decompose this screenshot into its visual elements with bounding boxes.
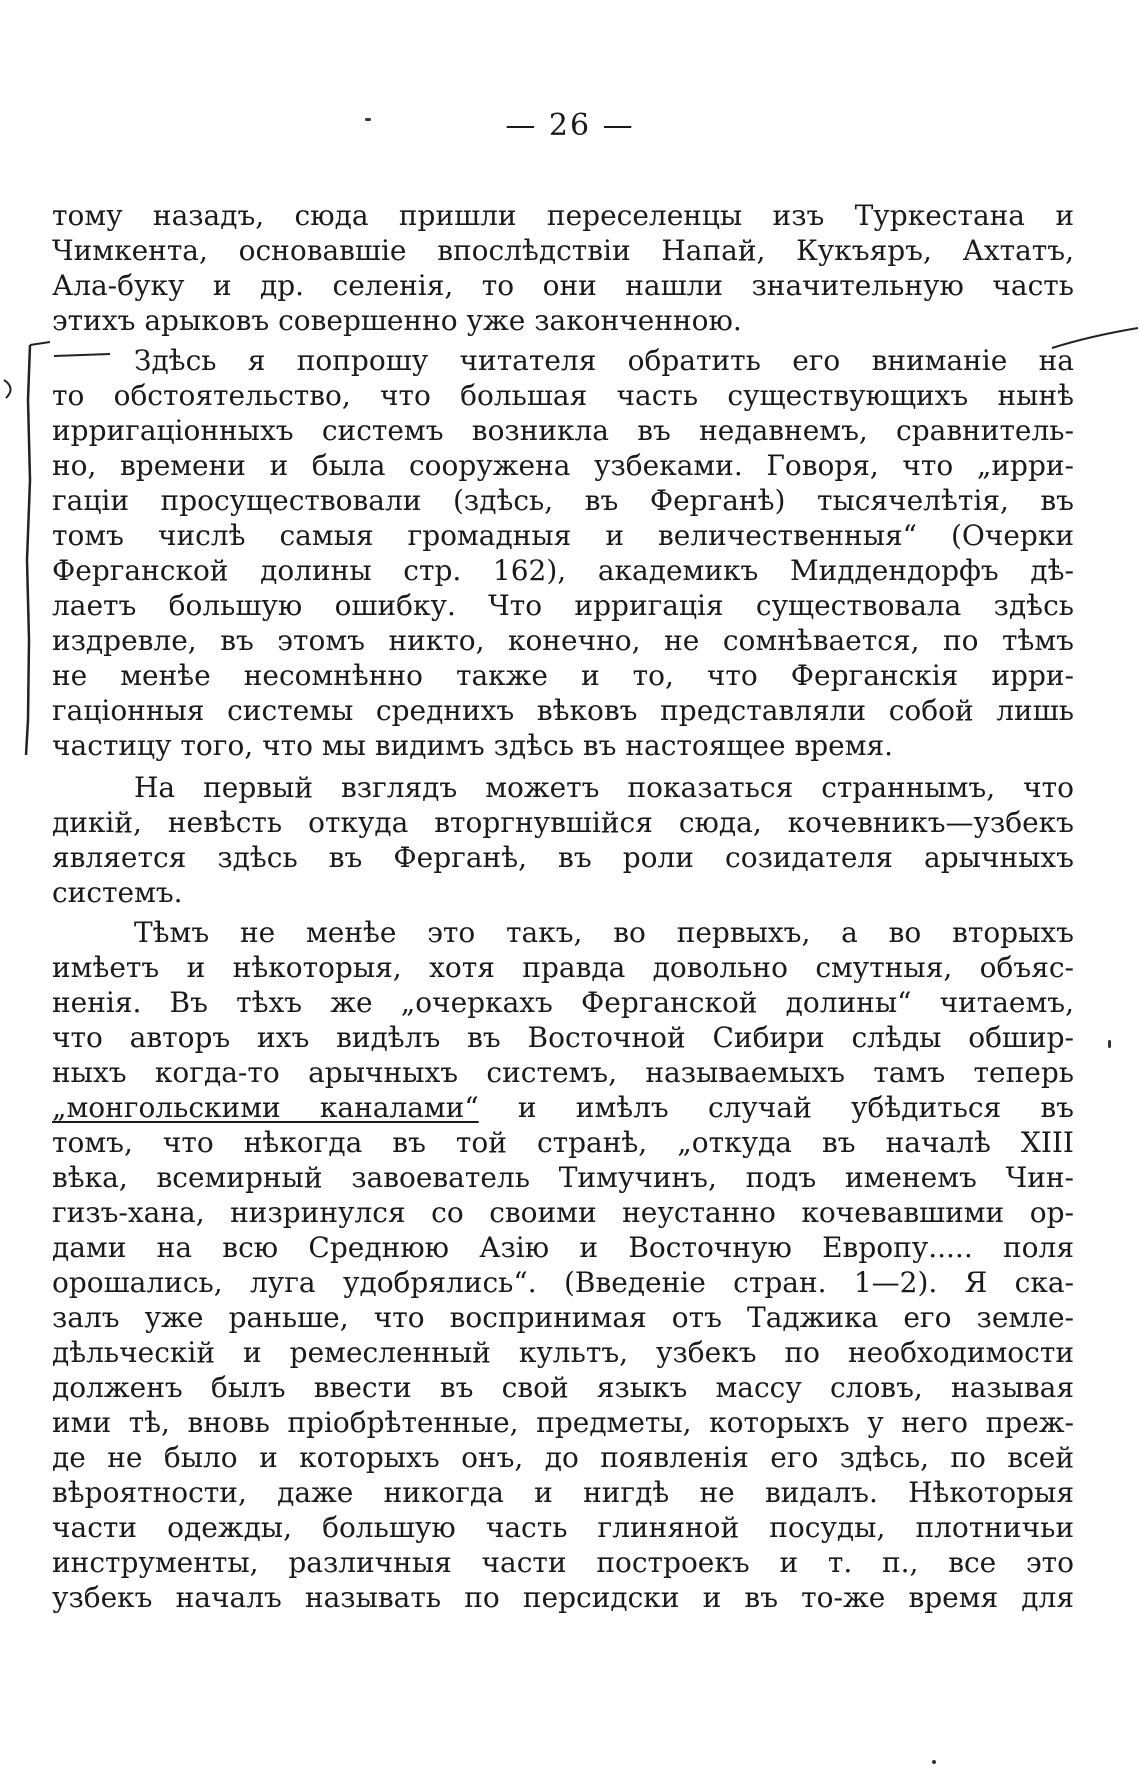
ink-speck — [1108, 1040, 1111, 1048]
text-line: де не было и которыхъ онъ, до появленія его здѣсь, по всей — [52, 1441, 1074, 1474]
text-line: дикій, невѣсть откуда вторгнувшійся сюда, кочевникъ—узбекъ — [52, 806, 1074, 839]
text-line: орошались, луга удобрялись“. (Введеніе стран. 1—2). Я ска- — [52, 1266, 1074, 1299]
text-line: издревле, въ этомъ никто, конечно, не сомнѣвается, по тѣмъ — [52, 624, 1074, 657]
text-line-underlined — [52, 1090, 1074, 1125]
margin-bracket-mark — [0, 340, 50, 760]
text-line: гаціонныя системы среднихъ вѣковъ представляли собой лишь — [52, 694, 1074, 727]
text-line: ими тѣ, вновь пріобрѣтенные, предметы, которыхъ у него преж- — [52, 1406, 1074, 1439]
text-line: долженъ былъ ввести въ свой языкъ массу словъ, называя — [52, 1371, 1074, 1404]
text-line: томъ, что нѣкогда въ той странѣ, „откуда въ началѣ XIII — [52, 1126, 1074, 1159]
text-line: имѣетъ и нѣкоторыя, хотя правда довольно смутныя, объяс- — [52, 951, 1074, 984]
text-line: гизъ-хана, низринулся со своими неустанно кочевавшими ор- — [52, 1196, 1074, 1229]
text-line: не менѣе несомнѣнно также и то, что Ферганскія ирри- — [52, 659, 1074, 692]
text-line: является здѣсь въ Ферганѣ, въ роли созидателя арычныхъ — [52, 841, 1074, 874]
text-line: тому назадъ, сюда пришли переселенцы изъ Туркестана и — [52, 199, 1074, 232]
text-line: лаетъ большую ошибку. Что ирригація существовала здѣсь — [52, 589, 1074, 622]
text-line: вѣроятности, даже никогда и нигдѣ не видалъ. Нѣкоторыя — [52, 1476, 1074, 1509]
text-line: частицу того, что мы видимъ здѣсь въ настоящее время. — [52, 729, 894, 762]
text-line: Ала-буку и др. селенія, то они нашли значительную часть — [52, 269, 1074, 302]
text-line: томъ числѣ самыя громадныя и величественныя“ (Очерки — [52, 519, 1074, 552]
paragraph — [52, 343, 1074, 763]
text-line-rest: и имѣлъ случай убѣдиться въ — [478, 1091, 1074, 1124]
text-line: Чимкента, основавшіе впослѣдствіи Напай, Кукъяръ, Ахтатъ, — [52, 234, 1074, 267]
text-line: На первый взглядъ можетъ показаться страннымъ, что — [134, 771, 1074, 804]
page-number: — 26 — — [505, 108, 635, 143]
text-line: системъ. — [52, 876, 183, 909]
text-line: что авторъ ихъ видѣлъ въ Восточной Сибири слѣды обшир- — [52, 1021, 1074, 1054]
text-line: Здѣсь я попрошу читателя обратить его вниманіе на — [134, 344, 1074, 377]
text-line: залъ уже раньше, что воспринимая отъ Таджика его земле- — [52, 1301, 1074, 1334]
text-line: части одежды, большую часть глиняной посуды, плотничьи — [52, 1511, 1074, 1544]
underlined-phrase: „монгольскими каналами“ — [52, 1091, 479, 1124]
text-line: этихъ арыковъ совершенно уже законченною. — [52, 304, 742, 337]
text-line: но, времени и была сооружена узбеками. Говоря, что „ирри- — [52, 449, 1074, 482]
text-line: дами на всю Среднюю Азію и Восточную Европу..... поля — [52, 1231, 1074, 1264]
text-line: вѣка, всемирный завоеватель Тимучинъ, подъ именемъ Чин- — [52, 1161, 1074, 1194]
ink-speck — [932, 1760, 936, 1764]
text-line: дѣльческій и ремесленный культъ, узбекъ по необходимости — [52, 1336, 1074, 1369]
text-line: то обстоятельство, что большая часть существующихъ нынѣ — [52, 379, 1074, 412]
text-line: ныхъ когда-то арычныхъ системъ, называемыхъ тамъ теперь — [52, 1056, 1074, 1089]
text-line: ненія. Въ тѣхъ же „очеркахъ Ферганской долины“ читаемъ, — [52, 986, 1074, 1019]
text-line: ирригаціонныхъ системъ возникла въ недавнемъ, сравнитель- — [52, 414, 1074, 447]
paragraph — [52, 198, 1074, 338]
ink-speck — [365, 118, 371, 121]
text-line: узбекъ началъ называть по персидски и въ то-же время для — [52, 1581, 1074, 1614]
text-line: Тѣмъ не менѣе это такъ, во первыхъ, а во вторыхъ — [134, 916, 1074, 949]
paragraph — [52, 915, 1074, 1615]
paragraph — [52, 770, 1074, 910]
text-line: инструменты, различныя части построекъ и т. п., все это — [52, 1546, 1074, 1579]
text-line: гаціи просуществовали (здѣсь, въ Ферганѣ) тысячелѣтія, въ — [52, 484, 1074, 517]
text-line: Ферганской долины стр. 162), академикъ Миддендорфъ дѣ- — [52, 554, 1074, 587]
